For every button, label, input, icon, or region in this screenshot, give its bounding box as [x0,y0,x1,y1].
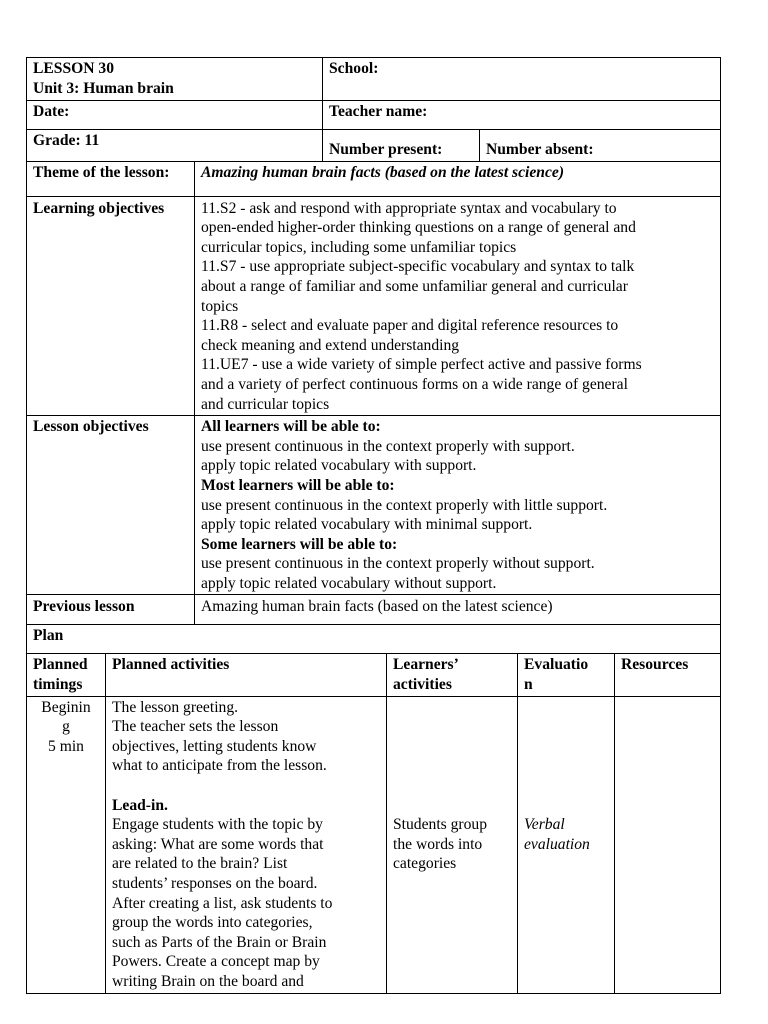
col-header-activities [106,654,387,696]
lesson-plan-document [26,57,720,994]
lead-in-heading: Lead-in. [112,796,168,814]
col-header-timings-line: timings [33,676,83,694]
col-header-learners [387,654,518,696]
timing-line: Beginin [41,698,91,716]
evaluation-spacer [524,717,608,737]
number-absent-cell [480,130,721,162]
objective-item: apply topic related vocabulary without support. [201,574,497,592]
evaluation-spacer [524,737,608,757]
number-absent-label: Number absent: [486,141,594,158]
previous-lesson-label: Previous lesson [33,598,135,616]
activity-line: Powers. Create a concept map by [112,953,320,971]
evaluation-spacer [524,776,608,796]
col-header-resources [615,654,721,696]
lesson-number: LESSON 30 [33,60,115,77]
activity-line: such as Parts of the Brain or Brain [112,933,327,951]
evaluation-spacer [524,698,608,718]
number-present-label: Number present: [329,141,443,158]
teacher-label: Teacher name: [329,103,428,120]
learners-spacer [393,796,511,816]
previous-lesson-label-cell [27,595,195,625]
col-header-learners-line: activities [393,676,452,694]
date-cell [27,101,323,130]
activity-line: Engage students with the topic by [112,816,323,834]
learning-objective-line: open-ended higher-order thinking questions on a range of general and [201,219,636,237]
learning-objective-line: and a variety of perfect continuous forms on a wide range of general [201,375,628,393]
theme-label-cell [27,161,195,196]
lesson-objectives-label-cell [27,416,195,595]
col-header-learners-line: Learners’ [393,656,459,674]
activity-line: are related to the brain? List [112,855,288,873]
learning-objective-line: 11.R8 - select and evaluate paper and digital reference resources to [201,317,619,335]
plan-heading-cell [27,625,721,654]
resources-cell [615,696,721,993]
learning-objectives-label-cell [27,196,195,416]
date-label: Date: [33,103,70,120]
activities-cell [106,696,387,993]
activity-line: The teacher sets the lesson [112,718,279,736]
header-table [26,57,721,162]
learners-spacer [393,717,511,737]
activity-line: students’ responses on the board. [112,875,318,892]
objective-item: use present continuous in the context properly with little support. [201,496,608,514]
learning-objectives-label: Learning objectives [33,199,165,217]
learners-spacer [393,698,511,718]
teacher-cell [323,101,721,130]
learners-spacer [393,737,511,757]
evaluation-line: Verbal [524,816,565,834]
learning-objective-line: check meaning and extend understanding [201,336,460,354]
school-cell [323,58,721,101]
lesson-title-cell [27,58,323,101]
objective-item: apply topic related vocabulary with minimal support. [201,516,533,534]
objective-item: use present continuous in the context properly with support. [201,437,575,455]
plan-heading: Plan [33,627,64,645]
objective-group-heading: Most learners will be able to: [201,476,395,494]
theme-label: Theme of the lesson: [33,163,170,181]
activity-spacer [112,776,380,796]
evaluation-spacer [524,756,608,776]
learners-spacer [393,756,511,776]
learning-objective-line: curricular topics, including some unfamiliar topics [201,238,517,256]
col-header-activities-label: Planned activities [112,656,230,674]
activity-line: what to anticipate from the lesson. [112,757,327,775]
lesson-objectives-label: Lesson objectives [33,418,149,436]
school-label: School: [329,60,379,77]
learning-objectives-cell [195,196,721,416]
grade-cell [27,130,323,162]
timing-line: 5 min [48,737,84,755]
activity-line: After creating a list, ask students to [112,894,333,912]
learning-objective-line: 11.S2 - ask and respond with appropriate syntax and vocabulary to [201,199,617,217]
theme-value: Amazing human brain facts (based on the latest science) [201,163,565,181]
evaluation-line: evaluation [524,835,590,853]
theme-value-cell [195,161,721,196]
learners-activities-cell [387,696,518,993]
learners-line: categories [393,855,457,873]
activity-line: writing Brain on the board and [112,972,304,990]
previous-lesson-value: Amazing human brain facts (based on the latest science) [201,598,553,616]
learning-objective-line: 11.UE7 - use a wide variety of simple perfect active and passive forms [201,356,642,374]
objective-item: apply topic related vocabulary with support. [201,457,477,475]
evaluation-cell [518,696,615,993]
col-header-resources-label: Resources [621,656,689,674]
col-header-timings-line: Planned [33,656,88,674]
objectives-table [26,161,721,626]
col-header-evaluation-line: n [524,676,533,694]
number-present-cell [323,130,480,162]
learners-spacer [393,776,511,796]
grade-label: Grade: 11 [33,132,100,149]
activity-line: asking: What are some words that [112,835,324,853]
activity-line: The lesson greeting. [112,698,239,716]
previous-lesson-value-cell [195,595,721,625]
objective-group-heading: Some learners will be able to: [201,535,398,553]
activity-line: group the words into categories, [112,914,313,932]
learners-line: Students group [393,816,487,834]
objective-item: use present continuous in the context properly without support. [201,555,595,573]
col-header-timings [27,654,106,696]
plan-table [26,624,721,993]
col-header-evaluation-line: Evaluatio [524,656,589,674]
timing-line: g [62,718,70,736]
learning-objective-line: about a range of familiar and some unfamiliar general and curricular [201,277,628,295]
lesson-objectives-cell [195,416,721,595]
objective-group-heading: All learners will be able to: [201,418,381,436]
learning-objective-line: 11.S7 - use appropriate subject-specific vocabulary and syntax to talk [201,258,635,276]
learners-line: the words into [393,835,483,853]
timing-cell [27,696,106,993]
evaluation-spacer [524,796,608,816]
activity-line: objectives, letting students know [112,737,317,755]
col-header-evaluation [518,654,615,696]
learning-objective-line: and curricular topics [201,395,330,413]
learning-objective-line: topics [201,297,239,315]
unit-title: Unit 3: Human brain [33,79,174,97]
